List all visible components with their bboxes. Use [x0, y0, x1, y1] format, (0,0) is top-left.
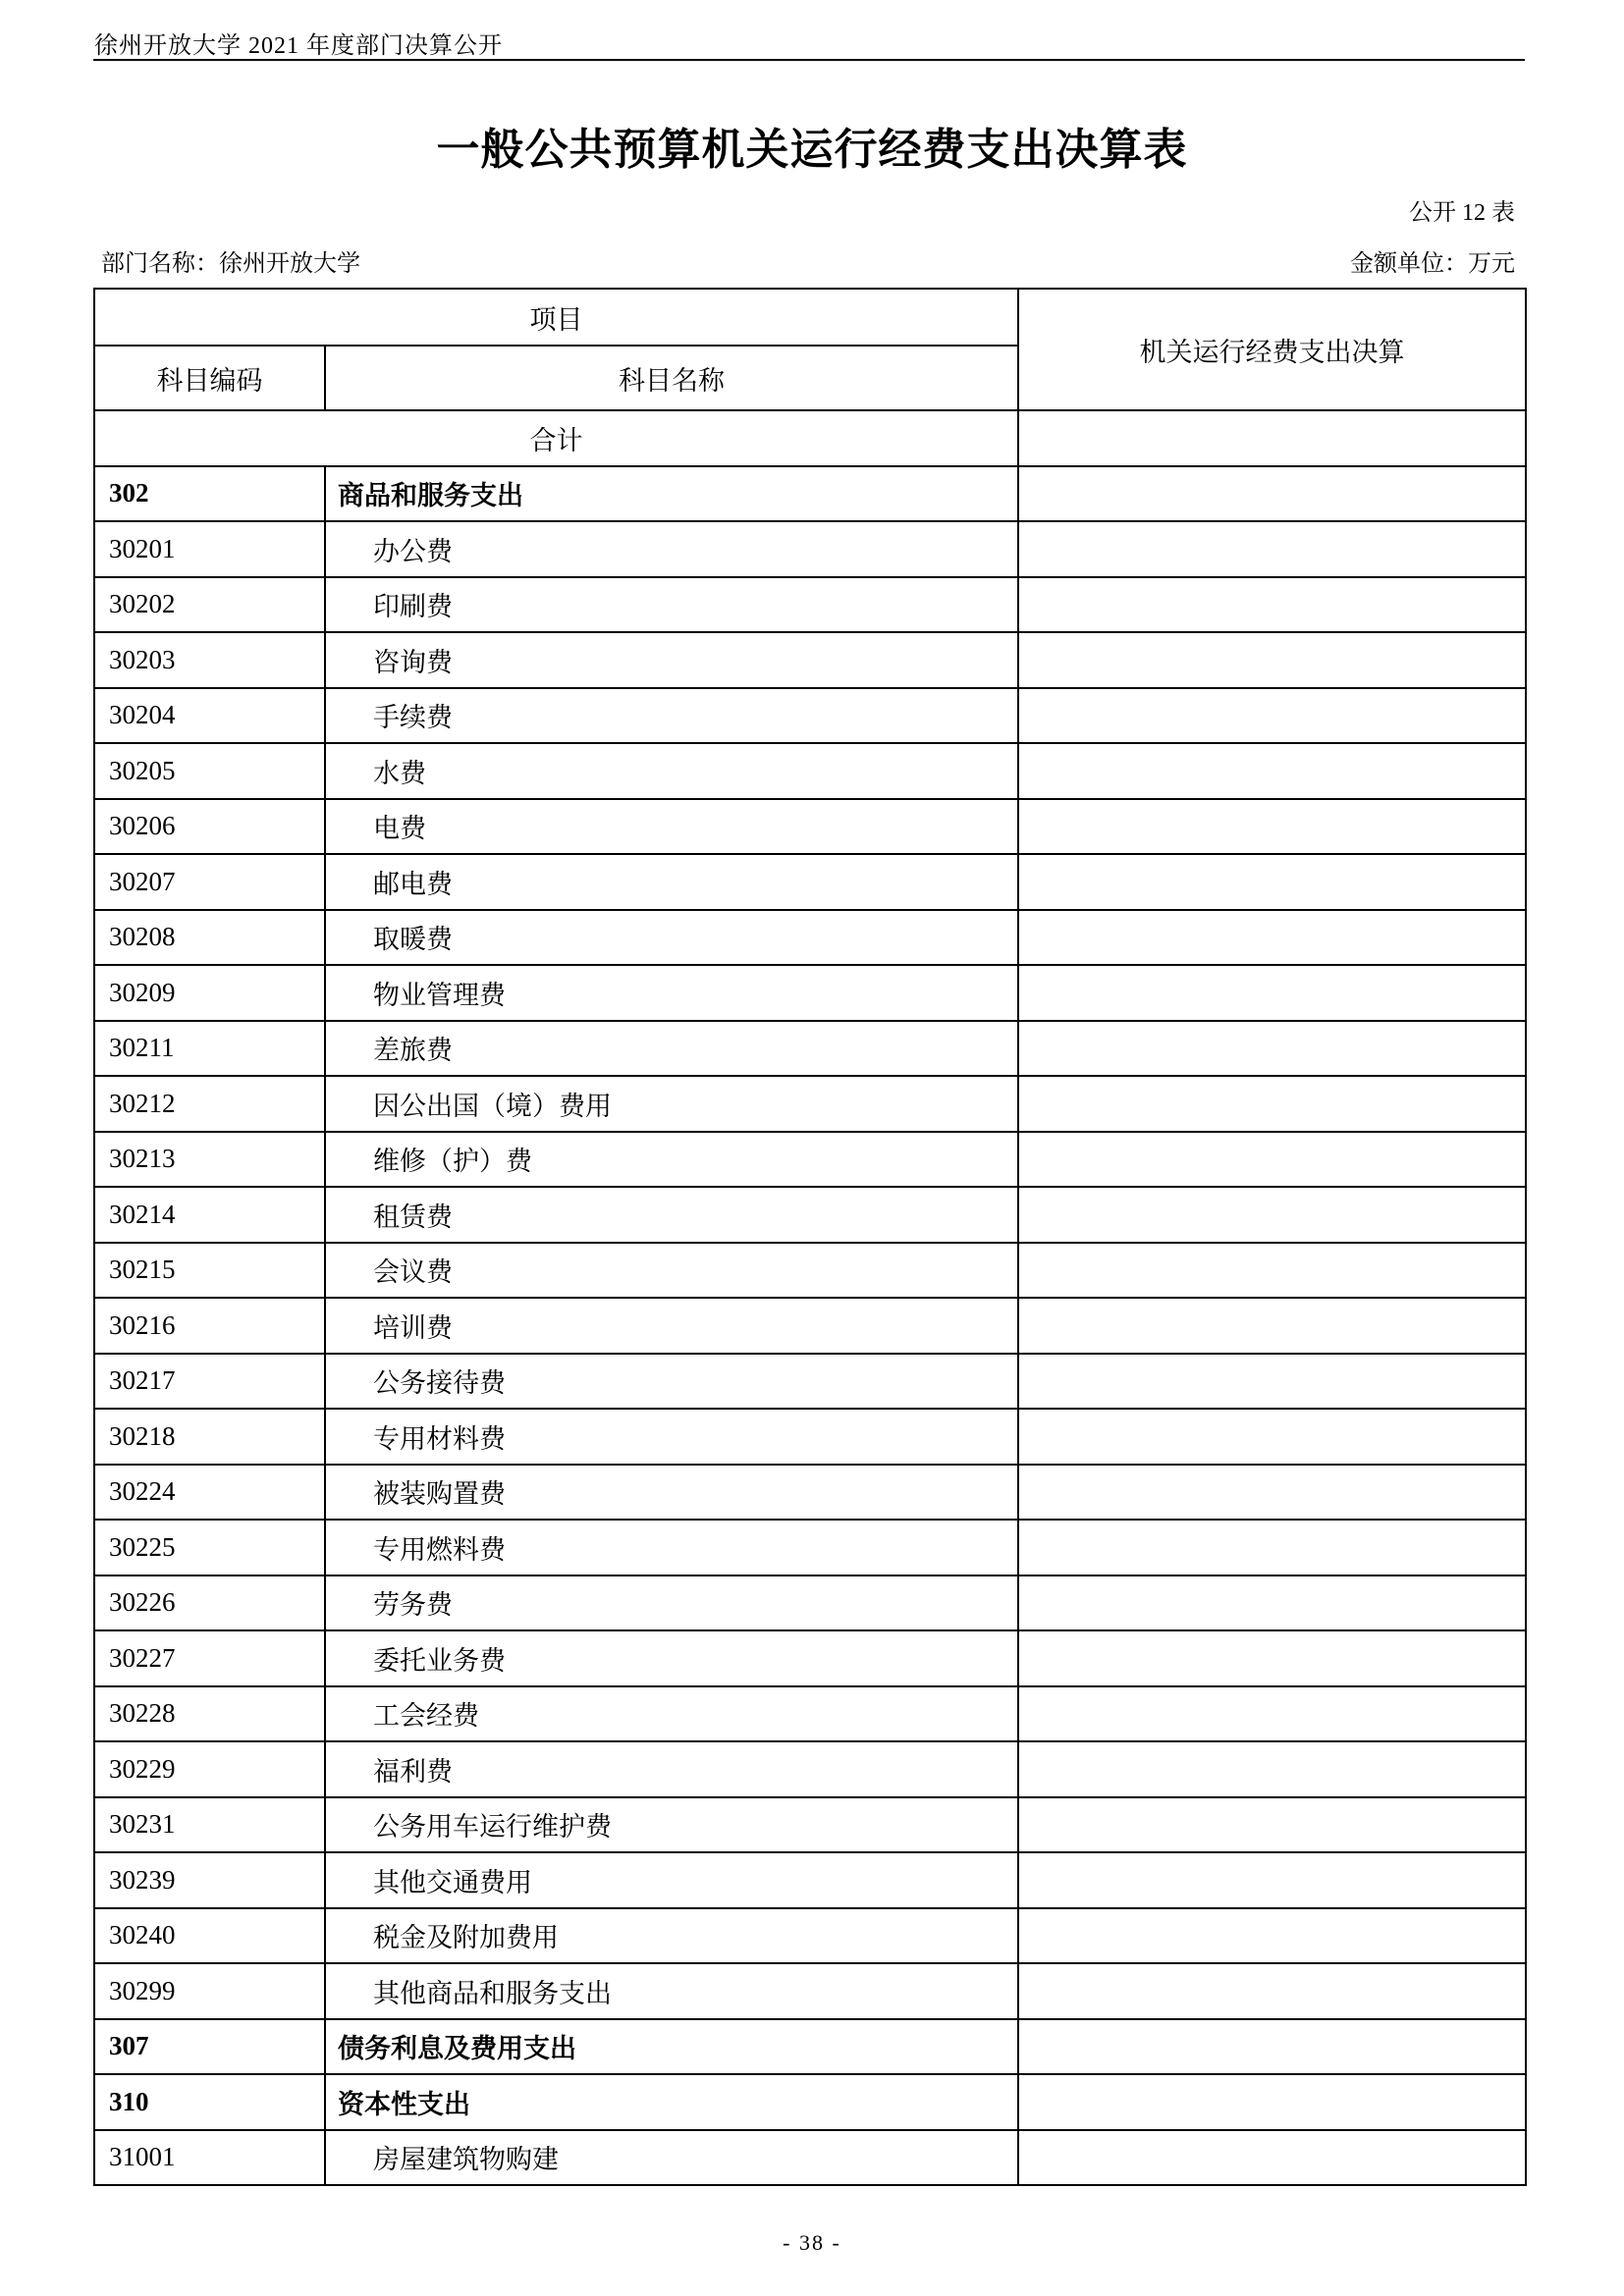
subject-code-cell: 30218 — [94, 1409, 325, 1465]
total-value-cell — [1018, 410, 1526, 466]
code-header-cell: 科目编码 — [94, 346, 325, 410]
subject-name-cell: 邮电费 — [325, 854, 1018, 910]
subject-code-cell: 302 — [94, 466, 325, 522]
table-row — [94, 1908, 1526, 1964]
expenditure-value-cell — [1018, 688, 1526, 744]
subject-name-cell: 因公出国（境）费用 — [325, 1076, 1018, 1132]
subject-name-cell: 咨询费 — [325, 632, 1018, 688]
expenditure-value-cell — [1018, 1132, 1526, 1188]
subject-code-cell: 30201 — [94, 521, 325, 577]
subject-code-cell: 30213 — [94, 1132, 325, 1188]
table-row — [94, 910, 1526, 966]
subject-name-cell: 培训费 — [325, 1298, 1018, 1354]
subject-code-cell: 31001 — [94, 2130, 325, 2186]
expenditure-value-cell — [1018, 2130, 1526, 2186]
subject-name-cell: 手续费 — [325, 688, 1018, 744]
subject-code-cell: 30228 — [94, 1686, 325, 1742]
expenditure-value-cell — [1018, 1243, 1526, 1299]
table-row — [94, 1797, 1526, 1853]
total-label-cell: 合计 — [94, 410, 1018, 466]
meta-row — [93, 243, 1525, 278]
expenditure-value-cell — [1018, 965, 1526, 1021]
subject-name-cell: 税金及附加费用 — [325, 1908, 1018, 1964]
table-row — [94, 799, 1526, 855]
table-row — [94, 854, 1526, 910]
subject-name-cell: 电费 — [325, 799, 1018, 855]
subject-name-cell: 福利费 — [325, 1741, 1018, 1797]
table-row — [94, 1243, 1526, 1299]
page-number: - 38 - — [783, 2230, 841, 2255]
subject-name-cell: 工会经费 — [325, 1686, 1018, 1742]
expenditure-value-cell — [1018, 1852, 1526, 1908]
subject-code-cell: 30205 — [94, 743, 325, 799]
subject-name-cell: 劳务费 — [325, 1575, 1018, 1631]
subject-name-cell: 商品和服务支出 — [325, 466, 1018, 522]
value-header-cell: 机关运行经费支出决算 — [1018, 289, 1526, 410]
expenditure-value-cell — [1018, 1686, 1526, 1742]
subject-code-cell: 30215 — [94, 1243, 325, 1299]
amount-unit: 金额单位：万元 — [1350, 251, 1515, 277]
subject-code-cell: 30214 — [94, 1187, 325, 1243]
table-row — [94, 577, 1526, 633]
expenditure-value-cell — [1018, 2019, 1526, 2075]
subject-name-cell: 公务接待费 — [325, 1354, 1018, 1410]
subject-name-cell: 维修（护）费 — [325, 1132, 1018, 1188]
document-header: 徐州开放大学 2021 年度部门决算公开 — [94, 33, 503, 59]
subject-code-cell: 30227 — [94, 1630, 325, 1686]
expenditure-value-cell — [1018, 1630, 1526, 1686]
table-row — [94, 1630, 1526, 1686]
expenditure-value-cell — [1018, 799, 1526, 855]
subject-name-cell: 会议费 — [325, 1243, 1018, 1299]
expenditure-value-cell — [1018, 854, 1526, 910]
subject-name-cell: 取暖费 — [325, 910, 1018, 966]
total-row — [94, 410, 1526, 466]
subject-code-cell: 30239 — [94, 1852, 325, 1908]
expenditure-value-cell — [1018, 1797, 1526, 1853]
table-row — [94, 1076, 1526, 1132]
table-row — [94, 688, 1526, 744]
subject-name-cell: 资本性支出 — [325, 2074, 1018, 2130]
subject-code-cell: 30211 — [94, 1021, 325, 1077]
subject-code-cell: 30217 — [94, 1354, 325, 1410]
subject-code-cell: 310 — [94, 2074, 325, 2130]
expenditure-value-cell — [1018, 1963, 1526, 2019]
table-row — [94, 1520, 1526, 1575]
subject-code-cell: 30216 — [94, 1298, 325, 1354]
expenditure-value-cell — [1018, 632, 1526, 688]
table-body — [94, 410, 1526, 2185]
subject-code-cell: 30202 — [94, 577, 325, 633]
expenditure-value-cell — [1018, 1076, 1526, 1132]
project-header-cell: 项目 — [94, 289, 1018, 346]
table-row — [94, 1354, 1526, 1410]
name-header-cell: 科目名称 — [325, 346, 1018, 410]
subject-name-cell: 办公费 — [325, 521, 1018, 577]
subject-name-cell: 债务利息及费用支出 — [325, 2019, 1018, 2075]
expenditure-value-cell — [1018, 2074, 1526, 2130]
table-row — [94, 1741, 1526, 1797]
table-row — [94, 743, 1526, 799]
subject-code-cell: 30226 — [94, 1575, 325, 1631]
subject-code-cell: 30240 — [94, 1908, 325, 1964]
subject-name-cell: 专用燃料费 — [325, 1520, 1018, 1575]
header-divider — [93, 59, 1525, 61]
subject-code-cell: 30212 — [94, 1076, 325, 1132]
expenditure-value-cell — [1018, 1298, 1526, 1354]
subject-name-cell: 被装购置费 — [325, 1465, 1018, 1521]
subject-name-cell: 差旅费 — [325, 1021, 1018, 1077]
table-row — [94, 2074, 1526, 2130]
table-row — [94, 1465, 1526, 1521]
subject-name-cell: 物业管理费 — [325, 965, 1018, 1021]
subject-code-cell: 30231 — [94, 1797, 325, 1853]
subject-code-cell: 30207 — [94, 854, 325, 910]
expenditure-value-cell — [1018, 521, 1526, 577]
table-header-row-project — [94, 289, 1526, 346]
subject-name-cell: 其他交通费用 — [325, 1852, 1018, 1908]
table-row — [94, 466, 1526, 522]
subject-code-cell: 30206 — [94, 799, 325, 855]
subject-name-cell: 公务用车运行维护费 — [325, 1797, 1018, 1853]
subject-code-cell: 30225 — [94, 1520, 325, 1575]
expenditure-value-cell — [1018, 1465, 1526, 1521]
expenditure-value-cell — [1018, 1575, 1526, 1631]
table-row — [94, 632, 1526, 688]
table-row — [94, 1686, 1526, 1742]
subject-code-cell: 30229 — [94, 1741, 325, 1797]
subject-name-cell: 专用材料费 — [325, 1409, 1018, 1465]
table-row — [94, 1132, 1526, 1188]
expenditure-value-cell — [1018, 577, 1526, 633]
table-number: 公开 12 表 — [1409, 200, 1515, 226]
expenditure-value-cell — [1018, 466, 1526, 522]
subject-name-cell: 印刷费 — [325, 577, 1018, 633]
subject-code-cell: 30203 — [94, 632, 325, 688]
department-name: 部门名称：徐州开放大学 — [101, 251, 360, 277]
table-row — [94, 1575, 1526, 1631]
expenditure-value-cell — [1018, 1021, 1526, 1077]
expenditure-value-cell — [1018, 1354, 1526, 1410]
subject-name-cell: 其他商品和服务支出 — [325, 1963, 1018, 2019]
table-row — [94, 2019, 1526, 2075]
subject-code-cell: 30299 — [94, 1963, 325, 2019]
expenditure-value-cell — [1018, 1187, 1526, 1243]
expenditure-value-cell — [1018, 743, 1526, 799]
table-row — [94, 1963, 1526, 2019]
expenditure-value-cell — [1018, 1409, 1526, 1465]
expenditure-value-cell — [1018, 1520, 1526, 1575]
subject-code-cell: 30208 — [94, 910, 325, 966]
subject-name-cell: 房屋建筑物购建 — [325, 2130, 1018, 2186]
table-row — [94, 2130, 1526, 2186]
subject-name-cell: 租赁费 — [325, 1187, 1018, 1243]
expenditure-value-cell — [1018, 1908, 1526, 1964]
expenditure-value-cell — [1018, 910, 1526, 966]
table-row — [94, 1298, 1526, 1354]
subject-code-cell: 30209 — [94, 965, 325, 1021]
table-row — [94, 1021, 1526, 1077]
budget-table — [93, 288, 1527, 2186]
table-row — [94, 965, 1526, 1021]
expenditure-value-cell — [1018, 1741, 1526, 1797]
subject-code-cell: 30224 — [94, 1465, 325, 1521]
table-row — [94, 1187, 1526, 1243]
subject-name-cell: 水费 — [325, 743, 1018, 799]
table-row — [94, 1409, 1526, 1465]
table-row — [94, 1852, 1526, 1908]
table-row — [94, 521, 1526, 577]
page-title: 一般公共预算机关运行经费支出决算表 — [436, 126, 1188, 174]
subject-code-cell: 307 — [94, 2019, 325, 2075]
subject-code-cell: 30204 — [94, 688, 325, 744]
subject-name-cell: 委托业务费 — [325, 1630, 1018, 1686]
